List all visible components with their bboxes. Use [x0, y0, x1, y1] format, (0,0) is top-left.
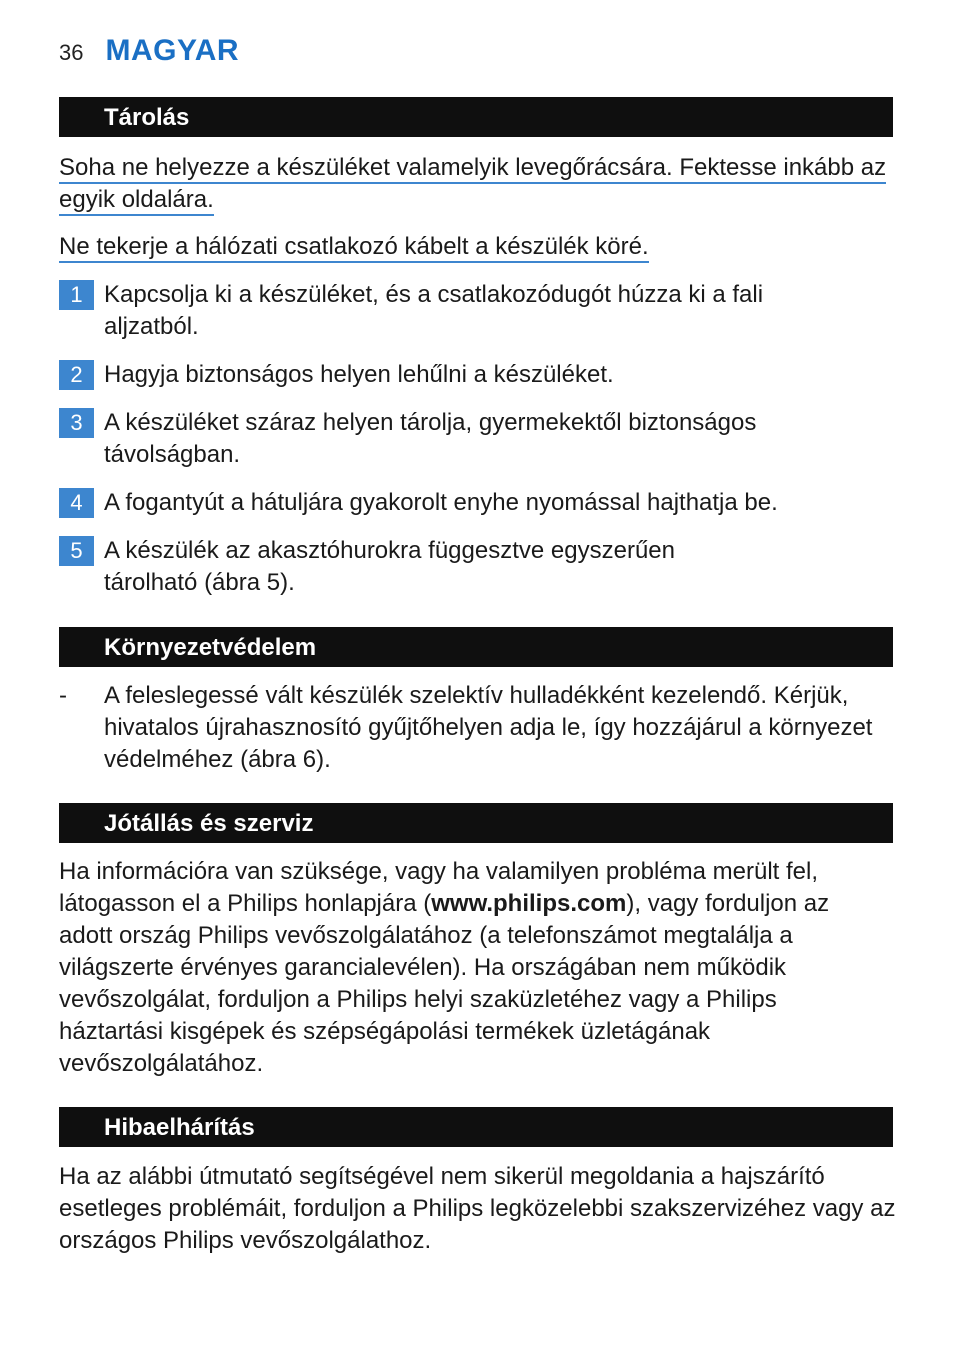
language-title: MAGYAR [105, 34, 240, 67]
step-number-badge: 2 [59, 360, 94, 390]
warranty-paragraph [59, 856, 879, 1080]
storage-step-4 [59, 487, 899, 519]
storage-warning-2-text: Ne tekerje a hálózati csatlakozó kábelt a készülék köré. [59, 233, 649, 263]
step-number-badge: 3 [59, 408, 94, 438]
philips-website-link[interactable]: www.philips.com [431, 890, 627, 917]
troubleshooting-paragraph: Ha az alábbi útmutató segítségével nem sikerül megoldania a hajszárító esetleges problémáit, forduljon a Philips legközelebbi szakszervizéhez vagy az országos Philips vevőszolgálathoz. [59, 1163, 896, 1254]
section-heading-warranty: Jótállás és szerviz [59, 803, 893, 843]
storage-step-1 [59, 279, 819, 343]
storage-step-3 [59, 407, 829, 471]
storage-warning-1-text: Soha ne helyezze a készüléket valamelyik levegőrácsára. Fektesse inkább az egyik oldalára. [59, 154, 886, 216]
step-number-badge: 1 [59, 280, 94, 310]
environment-bullet [59, 680, 889, 776]
storage-warning-2 [59, 231, 899, 263]
step-text: A készüléket száraz helyen tárolja, gyermekektől biztonságos távolságban. [104, 409, 757, 468]
storage-step-2 [59, 359, 899, 391]
step-text: Kapcsolja ki a készüléket, és a csatlakozódugót húzza ki a fali aljzatból. [104, 281, 764, 340]
step-number-badge: 4 [59, 488, 94, 518]
warranty-text-end: ), vagy forduljon az adott ország Philips vevőszolgálatához (a telefonszámot megtalálja a világszerte érvényes garancialevélen). Ha országában nem működik vevőszolgálat, forduljon a Philips helyi szaküzletéhez vagy a Philips háztartási kisgépek és szépségápolási termékek üzletágának vevőszolgálatához. [59, 890, 830, 1077]
section-heading-storage: Tárolás [59, 97, 893, 137]
environment-bullet-text: A feleslegessé vált készülék szelektív hulladékként kezelendő. Kérjük, hivatalos újrahasznosító gyűjtőhelyen adja le, így hozzájárul a környezet védelméhez (ábra 6). [104, 682, 873, 773]
step-text: Hagyja biztonságos helyen lehűlni a készüléket. [104, 361, 614, 388]
storage-step-5 [59, 535, 739, 599]
bullet-dash: - [59, 682, 67, 709]
page-header [59, 34, 239, 74]
warranty-text-start: Ha információra van szüksége, vagy ha valamilyen probléma merült fel, látogasson el a Philips honlapjára ( [59, 858, 819, 917]
section-heading-environment: Környezetvédelem [59, 627, 893, 667]
step-text: A fogantyút a hátuljára gyakorolt enyhe nyomással hajthatja be. [104, 489, 778, 516]
storage-warning-1 [59, 152, 899, 216]
step-number-badge: 5 [59, 536, 94, 566]
page-number: 36 [59, 40, 84, 65]
section-heading-troubleshooting: Hibaelhárítás [59, 1107, 893, 1147]
step-text: A készülék az akasztóhurokra függesztve egyszerűen tárolható (ábra 5). [104, 537, 675, 596]
